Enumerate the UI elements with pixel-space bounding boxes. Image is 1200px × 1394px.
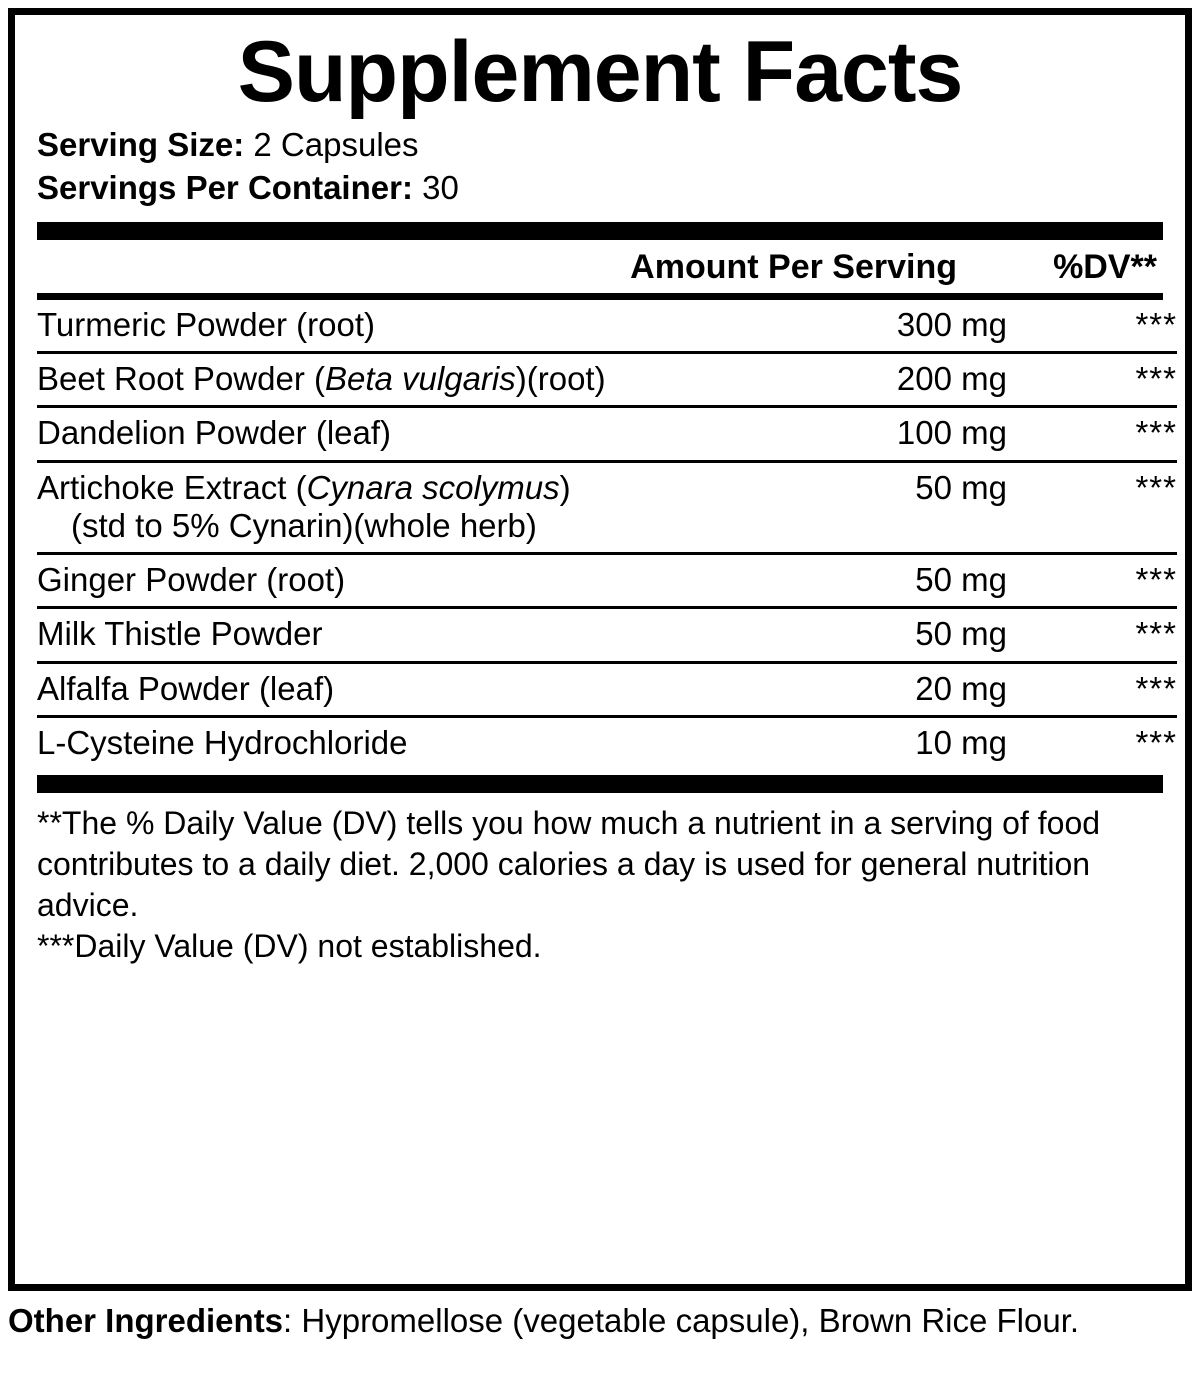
table-row — [37, 554, 1177, 608]
ingredient-dv-cell: *** — [1007, 554, 1177, 608]
column-header-dv: %DV** — [1053, 247, 1157, 286]
ingredient-dv-cell: *** — [1007, 353, 1177, 407]
table-row — [37, 716, 1177, 769]
divider-medium-under-headers — [37, 293, 1163, 300]
ingredient-name: L-Cysteine Hydrochloride — [37, 723, 408, 761]
ingredient-name: Milk Thistle Powder — [37, 615, 323, 653]
ingredient-dv-cell: *** — [1007, 608, 1177, 662]
panel-title: Supplement Facts — [237, 24, 963, 120]
ingredient-name: Artichoke Extract ( — [37, 468, 307, 506]
ingredient-amount-cell: 50 mg — [677, 554, 1007, 608]
ingredient-amount-cell: 200 mg — [677, 353, 1007, 407]
ingredient-amount-cell: 100 mg — [677, 407, 1007, 461]
ingredient-dv-cell: *** — [1135, 723, 1177, 761]
ingredient-amount-cell: 50 mg — [677, 461, 1007, 554]
ingredient-name: Alfalfa Powder (leaf) — [37, 669, 335, 707]
ingredient-name: Turmeric Powder (root) — [37, 305, 376, 343]
ingredient-name-cell — [37, 716, 677, 769]
ingredient-dv-cell: *** — [1007, 461, 1177, 554]
footnote-not-established: ***Daily Value (DV) not established. — [37, 928, 542, 965]
ingredient-name-cell — [37, 554, 677, 608]
ingredient-name-cell — [37, 300, 677, 353]
column-header-row — [37, 240, 1163, 293]
ingredient-name-tail: ) — [559, 468, 571, 506]
servings-per-container-value: 30 — [422, 169, 459, 207]
footnotes — [37, 793, 1163, 967]
ingredients-table — [37, 300, 1177, 769]
column-header-amount: Amount Per Serving — [630, 247, 957, 286]
supplement-facts-panel — [8, 8, 1192, 1291]
table-row — [37, 662, 1177, 716]
ingredient-name-cell — [37, 353, 677, 407]
serving-size-value: 2 Capsules — [253, 125, 419, 163]
footnote-daily-value: **The % Daily Value (DV) tells you how much a nutrient in a serving of food contributes to a daily diet. 2,000 calories a day is used for general nutrition advice. — [37, 805, 1101, 924]
ingredient-dv-cell: *** — [1007, 300, 1177, 353]
table-row — [37, 608, 1177, 662]
servings-per-container-label: Servings Per Container: — [37, 169, 413, 207]
table-row — [37, 461, 1177, 554]
other-ingredients-text: : Hypromellose (vegetable capsule), Brown Rice Flour. — [283, 1302, 1080, 1339]
ingredient-name-cell — [37, 407, 677, 461]
ingredient-name-sub: (std to 5% Cynarin)(whole herb) — [71, 506, 537, 544]
ingredient-dv-cell: *** — [1007, 407, 1177, 461]
ingredient-amount-cell: 300 mg — [677, 300, 1007, 353]
ingredient-name-tail: )(root) — [515, 360, 606, 398]
ingredient-latin-name: Cynara scolymus — [306, 468, 560, 506]
serving-size-line — [37, 123, 1163, 167]
ingredient-latin-name: Beta vulgaris — [324, 360, 516, 398]
ingredient-name-cell — [37, 608, 677, 662]
ingredient-name: Dandelion Powder (leaf) — [37, 414, 392, 452]
table-row — [37, 353, 1177, 407]
other-ingredients — [8, 1300, 1192, 1343]
divider-thick-bottom — [37, 775, 1163, 793]
table-row — [37, 407, 1177, 461]
ingredient-name: Ginger Powder (root) — [37, 561, 346, 599]
servings-per-container-line — [37, 166, 1163, 210]
ingredient-name: Beet Root Powder ( — [37, 360, 325, 398]
divider-thick-top — [37, 222, 1163, 240]
ingredient-name-cell — [37, 461, 677, 554]
serving-size-label: Serving Size: — [37, 125, 245, 163]
ingredient-name-cell — [37, 662, 677, 716]
ingredient-amount-cell: 10 mg — [915, 723, 1007, 761]
ingredient-dv-cell: *** — [1007, 662, 1177, 716]
other-ingredients-label: Other Ingredients — [8, 1302, 284, 1339]
table-row — [37, 300, 1177, 353]
ingredient-amount-cell: 50 mg — [677, 608, 1007, 662]
ingredient-amount-cell: 20 mg — [677, 662, 1007, 716]
